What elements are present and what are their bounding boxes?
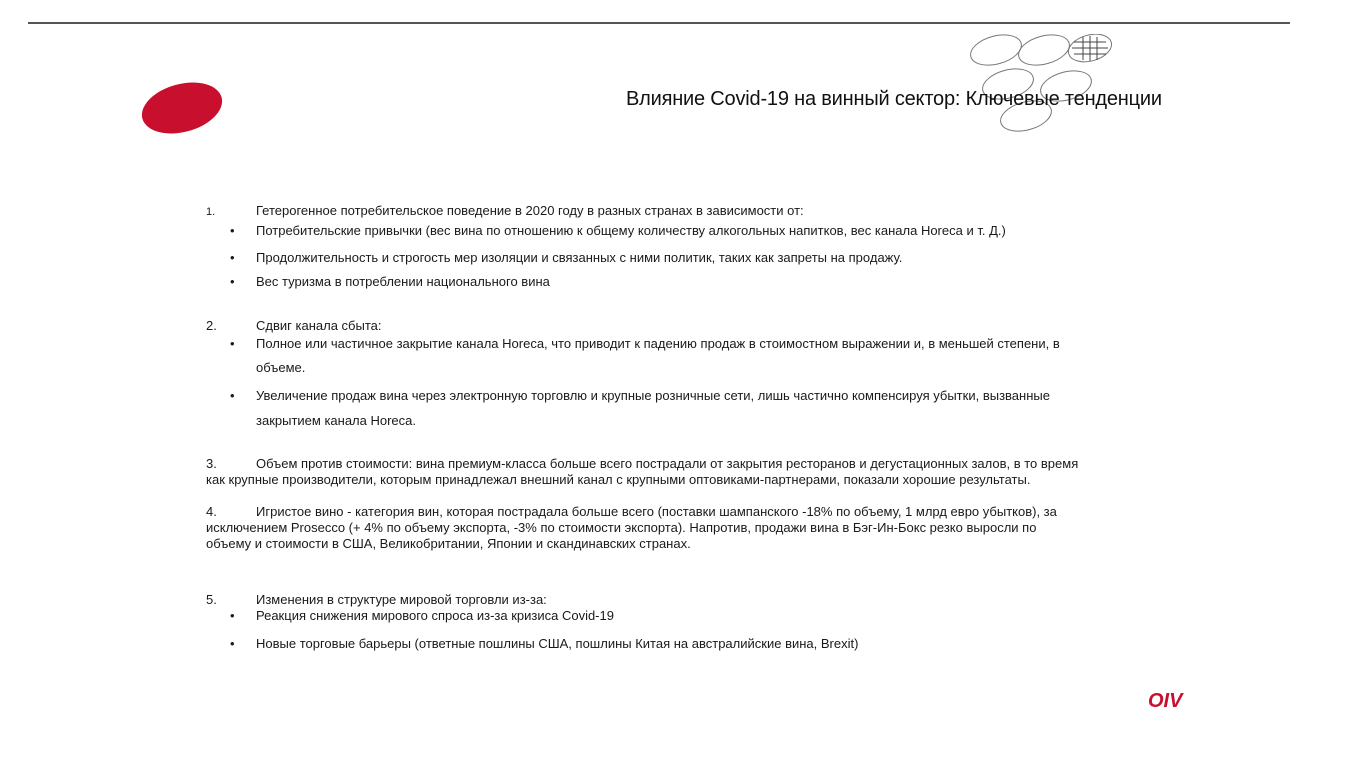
bullet-text-continuation: объеме. [256,360,306,375]
bullet-text: Реакция снижения мирового спроса из-за кризиса Covid-19 [256,608,614,623]
bullet-text: Увеличение продаж вина через электронную торговлю и крупные розничные сети, лишь частично компенсируя убытки, вызванные [256,388,1050,403]
bullet-dot: • [230,250,235,265]
paragraph-line: Объем против стоимости: вина премиум-класса больше всего пострадали от закрытия ресторанов и дегустационных залов, в то время [256,456,1079,471]
section-number: 3. [206,456,217,471]
bullet-dot: • [230,608,235,623]
section-heading: Гетерогенное потребительское поведение в 2020 году в разных странах в зависимости от: [256,203,804,218]
section-number: 2. [206,318,217,333]
paragraph [206,456,1206,488]
paragraph-line: Игристое вино - категория вин, которая пострадала больше всего (поставки шампанского -18% по объему, 1 млрд евро убытков), за [256,504,1057,519]
oiv-footer-logo: OIV [1148,690,1183,712]
bullet-dot: • [230,223,235,238]
bullet-text: Новые торговые барьеры (ответные пошлины США, пошлины Китая на австралийские вина, Brexit) [256,636,859,651]
paragraph-line: исключением Prosecco (+ 4% по объему экспорта, -3% по стоимости экспорта). Напротив, продажи вина в Бэг-Ин-Бокс резко выросли по [206,520,1037,535]
bullet-dot: • [230,336,235,351]
bullet-text: Полное или частичное закрытие канала Horeca, что приводит к падению продаж в стоимостном выражении и, в меньшей степени, в [256,336,1060,351]
paragraph-line: объему и стоимости в США, Великобритании, Японии и скандинавских странах. [206,536,691,551]
bullet-dot: • [230,274,235,289]
section-heading: Изменения в структуре мировой торговли из-за: [256,592,547,607]
paragraph-line: как крупные производители, которым принадлежал внешний канал с крупными оптовиками-партнерами, показали хорошие результаты. [206,472,1031,487]
bullet-text: Вес туризма в потреблении национального вина [256,274,550,289]
paragraph [206,504,1206,552]
bullet-dot: • [230,636,235,651]
section-heading: Сдвиг канала сбыта: [256,318,382,333]
section-number: 4. [206,504,217,519]
top-divider [28,22,1290,24]
bullet-text: Продолжительность и строгость мер изоляции и связанных с ними политик, таких как запреты на продажу. [256,250,903,265]
page-title: Влияние Covid-19 на винный сектор: Ключевые тенденции [626,88,1162,110]
bullet-text-continuation: закрытием канала Horeca. [256,413,417,428]
red-ellipse-logo [136,74,228,142]
section-number: 5. [206,592,217,607]
bullet-dot: • [230,388,235,403]
section-number: 1. [206,206,216,218]
bullet-text: Потребительские привычки (вес вина по отношению к общему количеству алкогольных напитков, вес канала Horeca и т. Д.) [256,223,1006,238]
scrollbar-area [1352,0,1366,768]
